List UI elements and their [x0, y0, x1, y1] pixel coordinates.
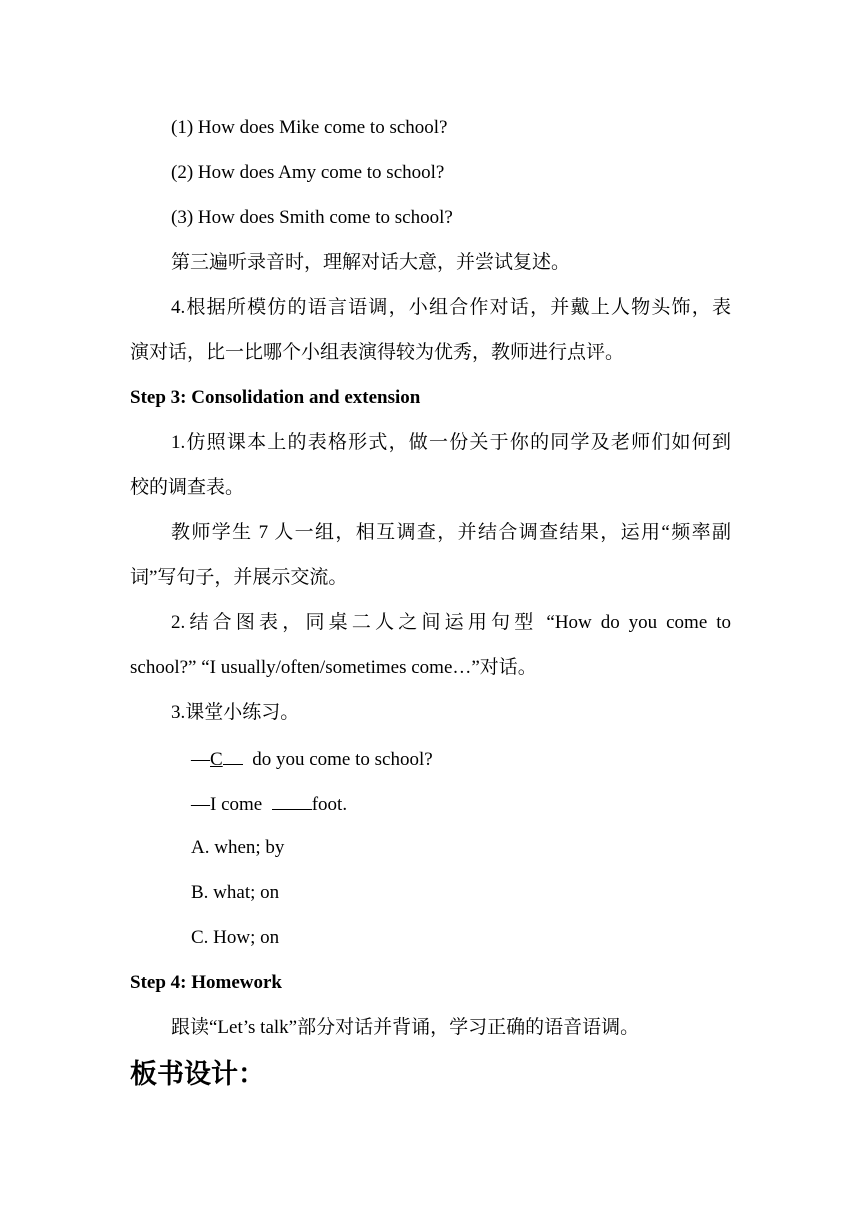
- exercise-answer-prefix: —I come: [191, 794, 263, 815]
- step4-heading: Step 4: Homework: [130, 972, 282, 993]
- exercise-answer-rest: foot.: [311, 794, 348, 815]
- option-b: B. what; on: [191, 882, 280, 903]
- step3-item1-line1: 1.仿照课本上的表格形式，做一份关于你的同学及老师们如何到: [171, 432, 731, 453]
- item4-line2: 演对话，比一比哪个小组表演得较为优秀，教师进行点评。: [130, 342, 625, 363]
- exercise-answer: C: [210, 749, 223, 770]
- step3-item3: 3.课堂小练习。: [171, 702, 300, 723]
- step3-item2-line2: school?” “I usually/often/sometimes come…”对话。: [130, 657, 537, 678]
- question-3: (3) How does Smith come to school?: [171, 207, 453, 228]
- exercise-blank-2: [272, 791, 312, 810]
- step4-text: 跟读“Let’s talk”部分对话并背诵，学习正确的语音语调。: [171, 1017, 640, 1038]
- exercise-dash: —: [191, 749, 210, 770]
- step3-item2-line1: 2.结合图表，同桌二人之间运用句型 “How do you come to: [171, 612, 731, 633]
- option-a: A. when; by: [191, 837, 285, 858]
- step3-para-line2: 词”写句子，并展示交流。: [130, 567, 348, 588]
- question-1: (1) How does Mike come to school?: [171, 117, 448, 138]
- step3-item1-line2: 校的调查表。: [130, 477, 245, 498]
- exercise-blank-1: [223, 746, 243, 765]
- question-2: (2) How does Amy come to school?: [171, 162, 445, 183]
- exercise-answer-line: [191, 791, 347, 817]
- item4-line1: 4.根据所模仿的语言语调，小组合作对话，并戴上人物头饰，表: [171, 297, 731, 318]
- option-c: C. How; on: [191, 927, 280, 948]
- board-design-heading: 板书设计：: [130, 1059, 265, 1090]
- exercise-question: [191, 746, 433, 772]
- listen-third-instruction: 第三遍听录音时，理解对话大意，并尝试复述。: [171, 252, 571, 273]
- step3-para-line1: 教师学生 7 人一组，相互调查，并结合调查结果，运用“频率副: [171, 522, 731, 543]
- exercise-question-text: do you come to school?: [252, 749, 433, 770]
- step3-heading: Step 3: Consolidation and extension: [130, 387, 421, 408]
